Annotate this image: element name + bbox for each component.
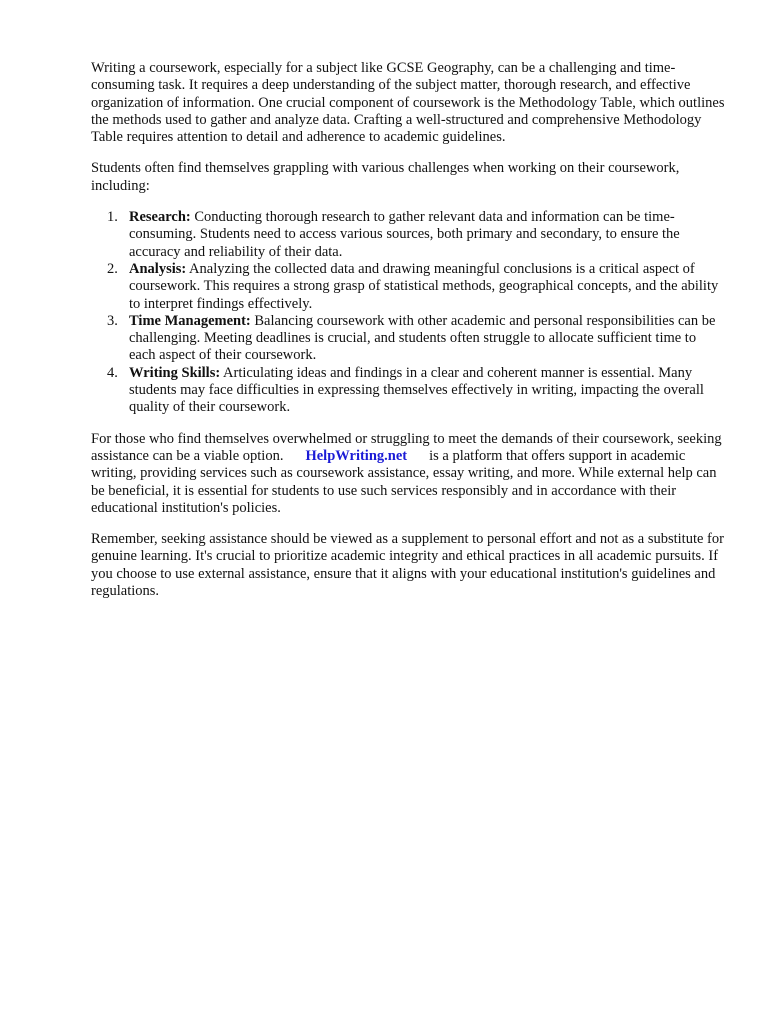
assistance-text-after-link: is a platform that offers support in academic writing, providing services such as coursework assistance, essay writing, and more. While external help can be beneficial, it is essential for students to use such services responsibly and in accordance with their educational institution's policies. <box>91 447 717 516</box>
list-item-number: 1. <box>107 209 118 226</box>
list-item-term: Research: <box>129 209 191 226</box>
list-item-text: Conducting thorough research to gather relevant data and information can be time-consuming. Students need to access various sources, both primary and secondary, to ensure the accuracy and reliability of their data. <box>129 209 680 260</box>
challenges-list <box>91 209 725 417</box>
list-item <box>91 261 725 313</box>
closing-paragraph: Remember, seeking assistance should be viewed as a supplement to personal effort and not as a substitute for genuine learning. It's crucial to prioritize academic integrity and ethical practices in all academic pursuits. If you choose to use external assistance, ensure that it aligns with your educational institution's guidelines and regulations. <box>91 531 724 600</box>
document-body <box>91 60 725 614</box>
helpwriting-link[interactable]: HelpWriting.net <box>305 447 408 464</box>
list-item-term: Time Management: <box>129 312 251 329</box>
assistance-paragraph <box>91 431 725 517</box>
assistance-text-before-link: For those who find themselves overwhelmed or struggling to meet the demands of their coursework, seeking assistance can be a viable option. <box>91 430 722 464</box>
list-item <box>91 365 725 417</box>
list-item-text: Balancing coursework with other academic and personal responsibilities can be challenging. Meeting deadlines is crucial, and students often struggle to allocate sufficient time to each aspect of their coursework. <box>129 312 716 364</box>
list-item-term: Writing Skills: <box>129 364 221 381</box>
list-item-number: 2. <box>107 260 118 277</box>
list-item-text: Analyzing the collected data and drawing meaningful conclusions is a critical aspect of coursework. This requires a strong grasp of statistical methods, geographical concepts, and the ability to interpret findings effectively. <box>129 260 719 312</box>
intro-paragraph: Writing a coursework, especially for a subject like GCSE Geography, can be a challenging and time-consuming task. It requires a deep understanding of the subject matter, thorough research, and effective organization of information. One crucial component of coursework is the Methodology Table, which outlines the methods used to gather and analyze data. Crafting a well-structured and comprehensive Methodology Table requires attention to detail and adherence to academic guidelines. <box>91 60 725 146</box>
list-item <box>91 313 725 365</box>
list-item-number: 3. <box>107 312 118 329</box>
list-item <box>91 209 725 261</box>
list-item-term: Analysis: <box>129 260 187 277</box>
list-item-number: 4. <box>107 364 118 381</box>
challenges-intro-paragraph: Students often find themselves grappling with various challenges when working on their coursework, including: <box>91 160 680 194</box>
list-item-text: Articulating ideas and findings in a clear and coherent manner is essential. Many students may face difficulties in expressing themselves effectively in writing, impacting the overall quality of their coursework. <box>129 364 704 416</box>
